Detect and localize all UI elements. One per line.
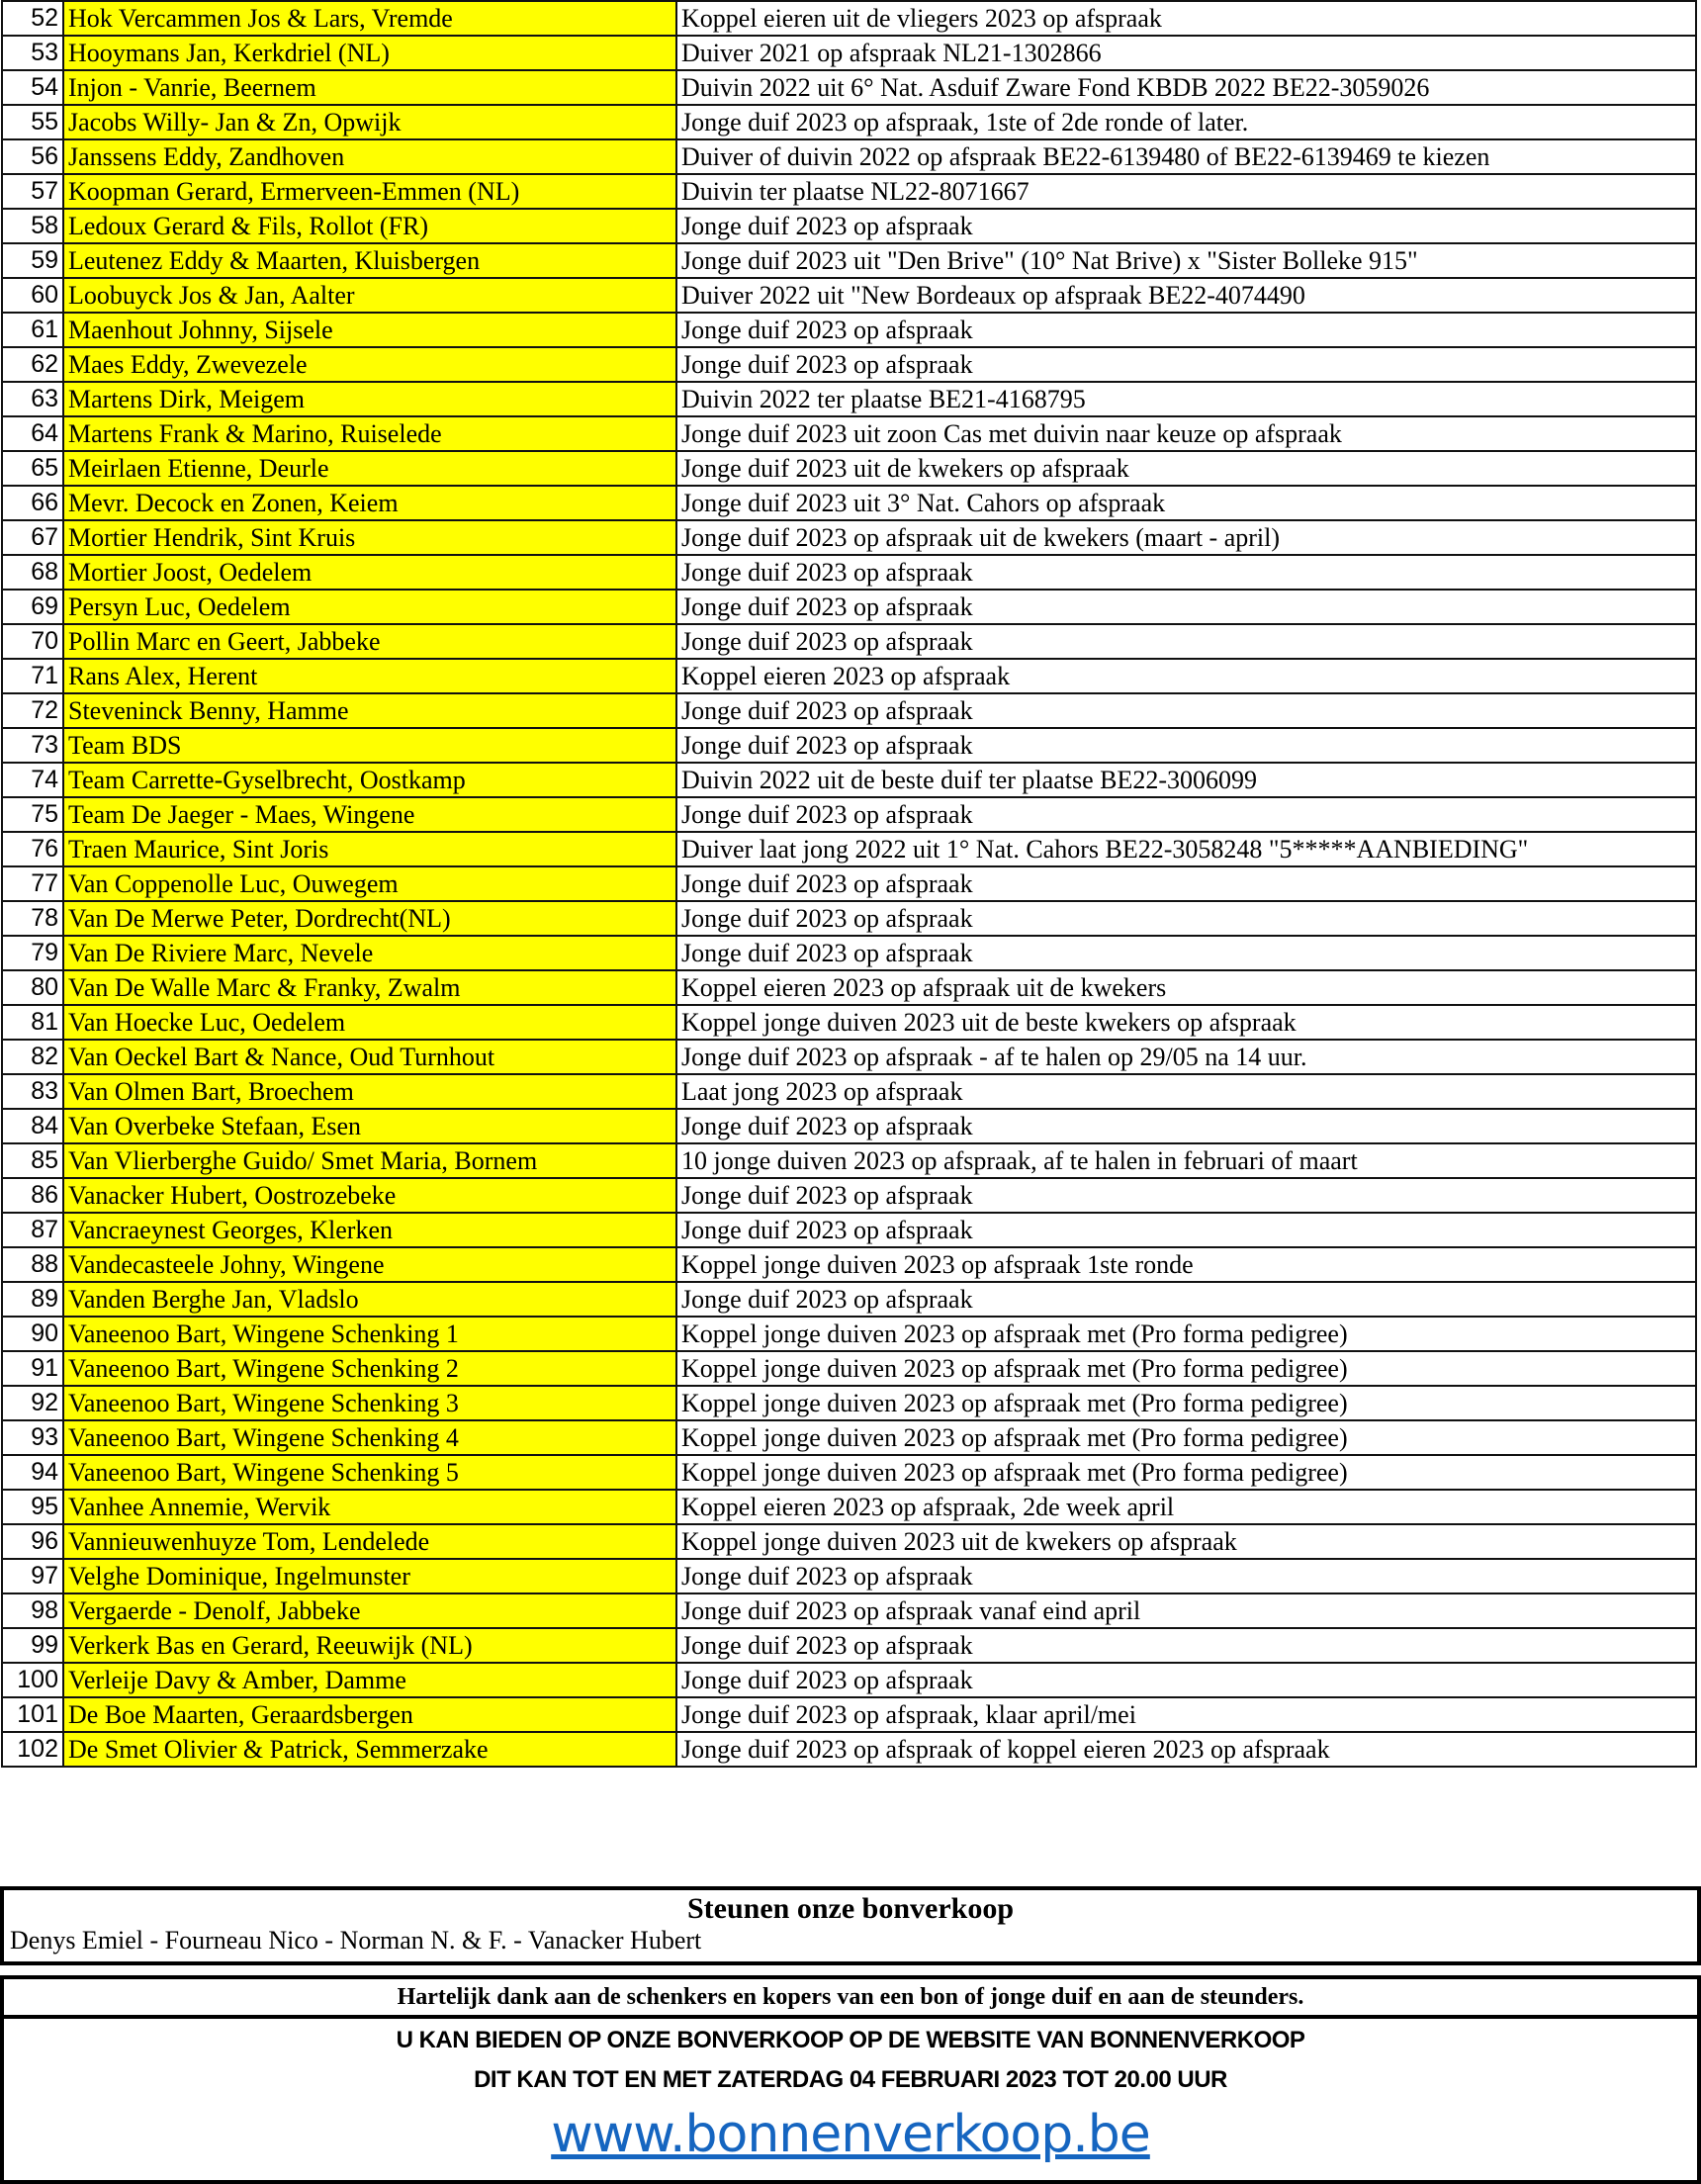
row-number: 59 (2, 243, 63, 278)
table-row (2, 105, 1696, 139)
donor-name: Maes Eddy, Zwevezele (63, 347, 676, 382)
row-number: 53 (2, 36, 63, 70)
donation-description: Jonge duif 2023 uit de kwekers op afspraak (676, 451, 1696, 486)
table-row (2, 1351, 1696, 1386)
donation-description: Jonge duif 2023 op afspraak vanaf eind april (676, 1593, 1696, 1628)
donor-name: Maenhout Johnny, Sijsele (63, 313, 676, 347)
donation-description: Jonge duif 2023 op afspraak (676, 936, 1696, 970)
row-number: 87 (2, 1213, 63, 1247)
donor-name: Pollin Marc en Geert, Jabbeke (63, 624, 676, 659)
row-number: 64 (2, 416, 63, 451)
table-row (2, 970, 1696, 1005)
donor-name: Vanacker Hubert, Oostrozebeke (63, 1178, 676, 1213)
table-row (2, 520, 1696, 555)
donor-name: Loobuyck Jos & Jan, Aalter (63, 278, 676, 313)
table-row (2, 347, 1696, 382)
row-number: 84 (2, 1109, 63, 1143)
row-number: 58 (2, 209, 63, 243)
donation-description: Jonge duif 2023 op afspraak uit de kwekers (maart - april) (676, 520, 1696, 555)
donor-name: Leutenez Eddy & Maarten, Kluisbergen (63, 243, 676, 278)
donations-table (1, 0, 1697, 1768)
donation-description: Jonge duif 2023 op afspraak, klaar april/mei (676, 1697, 1696, 1732)
donor-name: Koopman Gerard, Ermerveen-Emmen (NL) (63, 174, 676, 209)
donor-name: Rans Alex, Herent (63, 659, 676, 693)
donor-name: Verkerk Bas en Gerard, Reeuwijk (NL) (63, 1628, 676, 1663)
table-row (2, 416, 1696, 451)
row-number: 92 (2, 1386, 63, 1420)
donation-description: Koppel jonge duiven 2023 op afspraak met (Pro forma pedigree) (676, 1455, 1696, 1490)
donation-description: Koppel jonge duiven 2023 op afspraak met (Pro forma pedigree) (676, 1420, 1696, 1455)
table-row (2, 590, 1696, 624)
donation-description: Jonge duif 2023 op afspraak (676, 1663, 1696, 1697)
table-row (2, 1247, 1696, 1282)
donor-name: Mevr. Decock en Zonen, Keiem (63, 486, 676, 520)
donor-name: Vancraeynest Georges, Klerken (63, 1213, 676, 1247)
donor-name: Van De Riviere Marc, Nevele (63, 936, 676, 970)
row-number: 86 (2, 1178, 63, 1213)
footer-box (0, 1975, 1701, 2184)
row-number: 93 (2, 1420, 63, 1455)
row-number: 71 (2, 659, 63, 693)
donation-description: Duiver of duivin 2022 op afspraak BE22-6139480 of BE22-6139469 te kiezen (676, 139, 1696, 174)
donation-description: Koppel eieren 2023 op afspraak, 2de week april (676, 1490, 1696, 1524)
table-row (2, 243, 1696, 278)
table-row (2, 1143, 1696, 1178)
donation-description: Jonge duif 2023 op afspraak (676, 1559, 1696, 1593)
donor-name: Vandecasteele Johny, Wingene (63, 1247, 676, 1282)
table-row (2, 382, 1696, 416)
website-link[interactable]: www.bonnenverkoop.be (551, 2105, 1150, 2164)
table-row (2, 1420, 1696, 1455)
donor-name: Vaneenoo Bart, Wingene Schenking 4 (63, 1420, 676, 1455)
donation-description: Jonge duif 2023 op afspraak of koppel eieren 2023 op afspraak (676, 1732, 1696, 1767)
donation-description: Jonge duif 2023 op afspraak (676, 347, 1696, 382)
bid-info-line: U KAN BIEDEN OP ONZE BONVERKOOP OP DE WEBSITE VAN BONNENVERKOOP (396, 2027, 1305, 2053)
row-number: 65 (2, 451, 63, 486)
table-row (2, 1524, 1696, 1559)
donor-name: Van Coppenolle Luc, Ouwegem (63, 866, 676, 901)
row-number: 91 (2, 1351, 63, 1386)
donor-name: Van De Merwe Peter, Dordrecht(NL) (63, 901, 676, 936)
donor-name: Team De Jaeger - Maes, Wingene (63, 797, 676, 832)
row-number: 69 (2, 590, 63, 624)
row-number: 61 (2, 313, 63, 347)
donor-name: Velghe Dominique, Ingelmunster (63, 1559, 676, 1593)
donor-name: Vaneenoo Bart, Wingene Schenking 5 (63, 1455, 676, 1490)
table-row (2, 797, 1696, 832)
table-row (2, 1005, 1696, 1040)
table-row (2, 139, 1696, 174)
donation-description: Duiver 2022 uit "New Bordeaux op afspraak BE22-4074490 (676, 278, 1696, 313)
row-number: 76 (2, 832, 63, 866)
table-row (2, 209, 1696, 243)
donation-description: Jonge duif 2023 op afspraak (676, 901, 1696, 936)
row-number: 52 (2, 1, 63, 36)
row-number: 77 (2, 866, 63, 901)
donor-name: Vannieuwenhuyze Tom, Lendelede (63, 1524, 676, 1559)
donation-description: Koppel jonge duiven 2023 op afspraak met (Pro forma pedigree) (676, 1351, 1696, 1386)
donor-name: Van Hoecke Luc, Oedelem (63, 1005, 676, 1040)
table-row (2, 70, 1696, 105)
row-number: 63 (2, 382, 63, 416)
donation-description: Jonge duif 2023 uit zoon Cas met duivin naar keuze op afspraak (676, 416, 1696, 451)
row-number: 67 (2, 520, 63, 555)
donor-name: Van De Walle Marc & Franky, Zwalm (63, 970, 676, 1005)
donor-name: Ledoux Gerard & Fils, Rollot (FR) (63, 209, 676, 243)
table-row (2, 174, 1696, 209)
table-row (2, 763, 1696, 797)
donation-description: Jonge duif 2023 op afspraak (676, 209, 1696, 243)
row-number: 62 (2, 347, 63, 382)
donation-description: Jonge duif 2023 op afspraak (676, 313, 1696, 347)
row-number: 72 (2, 693, 63, 728)
table-row (2, 1663, 1696, 1697)
table-row (2, 901, 1696, 936)
donation-description: Jonge duif 2023 op afspraak (676, 624, 1696, 659)
donor-name: Van Olmen Bart, Broechem (63, 1074, 676, 1109)
row-number: 66 (2, 486, 63, 520)
donor-name: Hooymans Jan, Kerkdriel (NL) (63, 36, 676, 70)
row-number: 100 (2, 1663, 63, 1697)
donation-description: Duivin 2022 uit de beste duif ter plaatse BE22-3006099 (676, 763, 1696, 797)
table-row (2, 313, 1696, 347)
row-number: 74 (2, 763, 63, 797)
row-number: 97 (2, 1559, 63, 1593)
donation-description: Duiver 2021 op afspraak NL21-1302866 (676, 36, 1696, 70)
table-row (2, 1282, 1696, 1317)
donation-description: Jonge duif 2023 op afspraak (676, 693, 1696, 728)
donation-description: Duivin ter plaatse NL22-8071667 (676, 174, 1696, 209)
donor-name: Team BDS (63, 728, 676, 763)
table-row (2, 1, 1696, 36)
row-number: 94 (2, 1455, 63, 1490)
row-number: 101 (2, 1697, 63, 1732)
donation-description: Laat jong 2023 op afspraak (676, 1074, 1696, 1109)
row-number: 98 (2, 1593, 63, 1628)
table-row (2, 451, 1696, 486)
donation-description: Jonge duif 2023 op afspraak (676, 1109, 1696, 1143)
donation-description: Koppel jonge duiven 2023 op afspraak met (Pro forma pedigree) (676, 1386, 1696, 1420)
donation-description: Jonge duif 2023 op afspraak (676, 555, 1696, 590)
donor-name: Traen Maurice, Sint Joris (63, 832, 676, 866)
donation-description: Koppel jonge duiven 2023 op afspraak 1ste ronde (676, 1247, 1696, 1282)
table-row (2, 1109, 1696, 1143)
row-number: 57 (2, 174, 63, 209)
table-row (2, 832, 1696, 866)
donation-description: Koppel eieren uit de vliegers 2023 op afspraak (676, 1, 1696, 36)
donor-name: Van Vlierberghe Guido/ Smet Maria, Bornem (63, 1143, 676, 1178)
table-row (2, 1559, 1696, 1593)
donor-name: Martens Dirk, Meigem (63, 382, 676, 416)
donation-description: Jonge duif 2023 op afspraak (676, 1628, 1696, 1663)
donor-name: Meirlaen Etienne, Deurle (63, 451, 676, 486)
row-number: 85 (2, 1143, 63, 1178)
donation-description: Jonge duif 2023 op afspraak (676, 728, 1696, 763)
table-row (2, 866, 1696, 901)
table-row (2, 1317, 1696, 1351)
donation-description: Jonge duif 2023 op afspraak - af te halen op 29/05 na 14 uur. (676, 1040, 1696, 1074)
donation-description: Duiver laat jong 2022 uit 1° Nat. Cahors BE22-3058248 "5*****AANBIEDING" (676, 832, 1696, 866)
row-number: 88 (2, 1247, 63, 1282)
thanks-text: Hartelijk dank aan de schenkers en kopers van een bon of jonge duif en aan de steunders. (4, 1979, 1697, 2019)
donor-name: Mortier Joost, Oedelem (63, 555, 676, 590)
donation-description: Jonge duif 2023 uit "Den Brive" (10° Nat Brive) x "Sister Bolleke 915" (676, 243, 1696, 278)
donation-description: Koppel jonge duiven 2023 op afspraak met (Pro forma pedigree) (676, 1317, 1696, 1351)
row-number: 55 (2, 105, 63, 139)
supporters-names: Denys Emiel - Fourneau Nico - Norman N. & F. - Vanacker Hubert (10, 1926, 702, 1955)
donor-name: Martens Frank & Marino, Ruiselede (63, 416, 676, 451)
donor-name: Vergaerde - Denolf, Jabbeke (63, 1593, 676, 1628)
donor-name: Mortier Hendrik, Sint Kruis (63, 520, 676, 555)
row-number: 73 (2, 728, 63, 763)
donor-name: Verleije Davy & Amber, Damme (63, 1663, 676, 1697)
table-row (2, 278, 1696, 313)
row-number: 56 (2, 139, 63, 174)
table-row (2, 1628, 1696, 1663)
donor-name: De Smet Olivier & Patrick, Semmerzake (63, 1732, 676, 1767)
table-row (2, 1213, 1696, 1247)
row-number: 75 (2, 797, 63, 832)
supporters-title: Steunen onze bonverkoop (686, 1892, 1015, 1925)
table-row (2, 1178, 1696, 1213)
table-row (2, 1455, 1696, 1490)
donor-name: Team Carrette-Gyselbrecht, Oostkamp (63, 763, 676, 797)
donor-name: Vanhee Annemie, Wervik (63, 1490, 676, 1524)
donor-name: Vaneenoo Bart, Wingene Schenking 2 (63, 1351, 676, 1386)
row-number: 80 (2, 970, 63, 1005)
donor-name: Vaneenoo Bart, Wingene Schenking 3 (63, 1386, 676, 1420)
donation-description: Koppel eieren 2023 op afspraak uit de kwekers (676, 970, 1696, 1005)
row-number: 90 (2, 1317, 63, 1351)
row-number: 79 (2, 936, 63, 970)
donor-name: Van Overbeke Stefaan, Esen (63, 1109, 676, 1143)
donations-table-body (2, 1, 1696, 1767)
row-number: 81 (2, 1005, 63, 1040)
row-number: 78 (2, 901, 63, 936)
row-number: 102 (2, 1732, 63, 1767)
donation-description: Jonge duif 2023 op afspraak, 1ste of 2de ronde of later. (676, 105, 1696, 139)
donation-description: Jonge duif 2023 uit 3° Nat. Cahors op afspraak (676, 486, 1696, 520)
donation-description: Koppel jonge duiven 2023 uit de beste kwekers op afspraak (676, 1005, 1696, 1040)
supporters-box (0, 1886, 1701, 1965)
table-row (2, 1593, 1696, 1628)
table-row (2, 1074, 1696, 1109)
donation-description: Jonge duif 2023 op afspraak (676, 1178, 1696, 1213)
table-row (2, 555, 1696, 590)
table-row (2, 1697, 1696, 1732)
table-row (2, 1040, 1696, 1074)
table-row (2, 1386, 1696, 1420)
row-number: 96 (2, 1524, 63, 1559)
row-number: 70 (2, 624, 63, 659)
donation-description: Jonge duif 2023 op afspraak (676, 590, 1696, 624)
donor-name: Steveninck Benny, Hamme (63, 693, 676, 728)
donor-name: Jacobs Willy- Jan & Zn, Opwijk (63, 105, 676, 139)
donation-description: Duivin 2022 ter plaatse BE21-4168795 (676, 382, 1696, 416)
row-number: 89 (2, 1282, 63, 1317)
donor-name: Janssens Eddy, Zandhoven (63, 139, 676, 174)
table-row (2, 936, 1696, 970)
table-row (2, 36, 1696, 70)
table-row (2, 728, 1696, 763)
table-row (2, 486, 1696, 520)
row-number: 60 (2, 278, 63, 313)
donation-description: Jonge duif 2023 op afspraak (676, 797, 1696, 832)
table-row (2, 1490, 1696, 1524)
row-number: 83 (2, 1074, 63, 1109)
table-row (2, 693, 1696, 728)
donation-description: Jonge duif 2023 op afspraak (676, 866, 1696, 901)
donor-name: Vaneenoo Bart, Wingene Schenking 1 (63, 1317, 676, 1351)
table-row (2, 659, 1696, 693)
row-number: 99 (2, 1628, 63, 1663)
row-number: 54 (2, 70, 63, 105)
donation-description: Koppel jonge duiven 2023 uit de kwekers op afspraak (676, 1524, 1696, 1559)
donor-name: Injon - Vanrie, Beernem (63, 70, 676, 105)
donation-description: 10 jonge duiven 2023 op afspraak, af te halen in februari of maart (676, 1143, 1696, 1178)
donor-name: De Boe Maarten, Geraardsbergen (63, 1697, 676, 1732)
donation-description: Jonge duif 2023 op afspraak (676, 1282, 1696, 1317)
row-number: 68 (2, 555, 63, 590)
donation-description: Koppel eieren 2023 op afspraak (676, 659, 1696, 693)
table-row (2, 624, 1696, 659)
row-number: 82 (2, 1040, 63, 1074)
deadline-line: DIT KAN TOT EN MET ZATERDAG 04 FEBRUARI 2023 TOT 20.00 UUR (474, 2066, 1227, 2093)
donor-name: Persyn Luc, Oedelem (63, 590, 676, 624)
donation-description: Jonge duif 2023 op afspraak (676, 1213, 1696, 1247)
table-row (2, 1732, 1696, 1767)
donor-name: Hok Vercammen Jos & Lars, Vremde (63, 1, 676, 36)
donation-description: Duivin 2022 uit 6° Nat. Asduif Zware Fond KBDB 2022 BE22-3059026 (676, 70, 1696, 105)
donor-name: Van Oeckel Bart & Nance, Oud Turnhout (63, 1040, 676, 1074)
donor-name: Vanden Berghe Jan, Vladslo (63, 1282, 676, 1317)
row-number: 95 (2, 1490, 63, 1524)
